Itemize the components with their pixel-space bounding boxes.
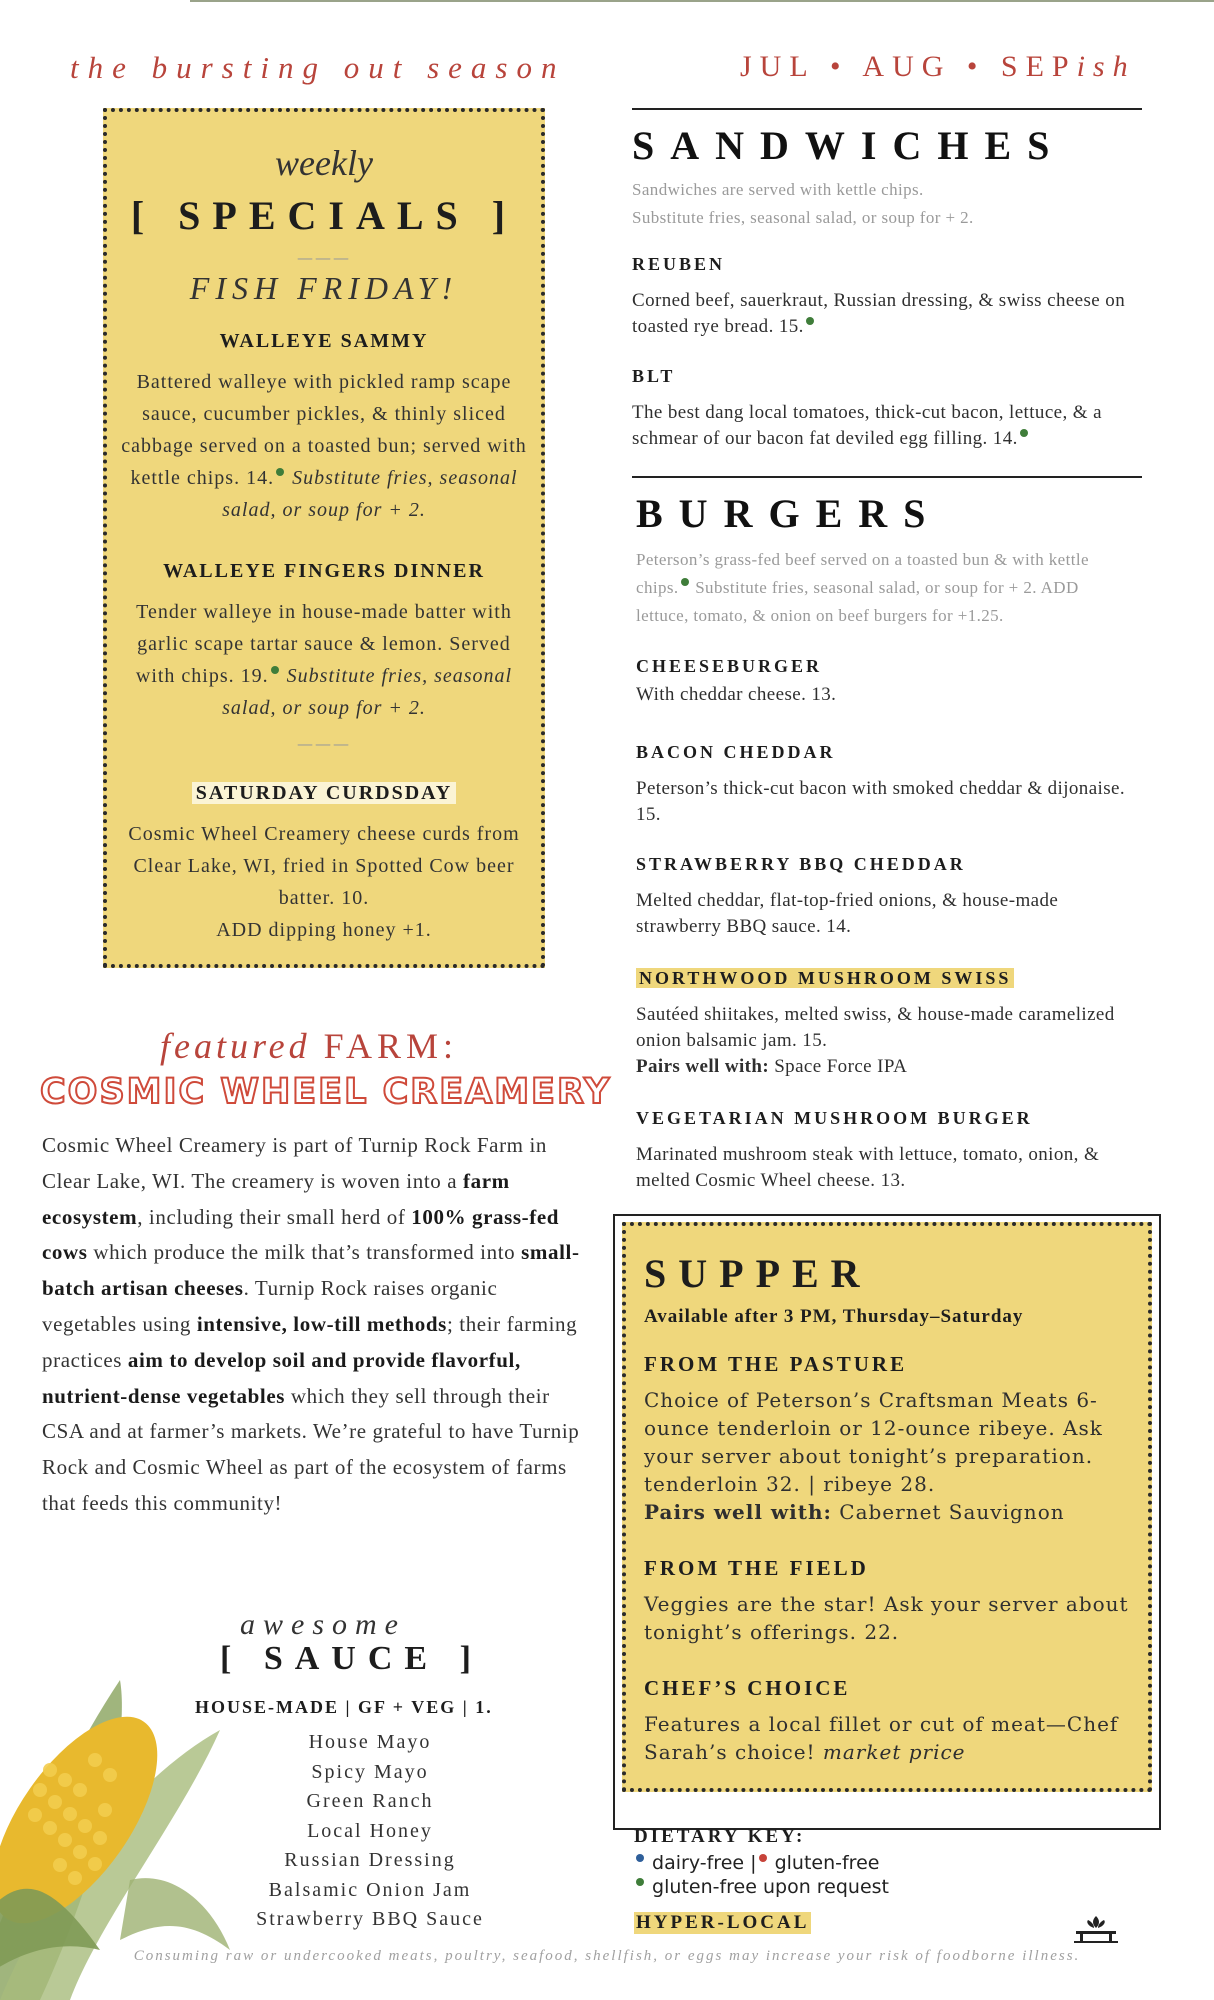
farm-emphasis: intensive, low-till methods bbox=[196, 1311, 447, 1336]
gluten-free-request-dot bbox=[271, 666, 279, 674]
farm-table-sprout-icon bbox=[1072, 1914, 1120, 1944]
dairy-free-dot bbox=[636, 1854, 644, 1862]
menu-item-description: Marinated mushroom steak with lettuce, tomato, onion, & melted Cosmic Wheel cheese. 13. bbox=[636, 1144, 1100, 1191]
supper-item-description: Features a local fillet or cut of meat—Chef Sarah’s choice! market price bbox=[644, 1712, 1119, 1764]
fish-friday-heading: FISH FRIDAY! bbox=[189, 270, 459, 306]
top-rule bbox=[190, 0, 1214, 2]
special-description: Tender walleye in house-made batter with garlic scape tartar sauce & lemon. Served with chips. 19. Substitute fries, seasonal salad, or soup for + 2. bbox=[135, 601, 513, 719]
farm-emphasis: aim to develop soil and provide flavorful, nutrient-dense vegetables bbox=[42, 1347, 521, 1408]
specials-box bbox=[103, 108, 545, 968]
special-description: Cosmic Wheel Creamery cheese curds from Clear Lake, WI, fried in Spotted Cow beer batter. 10. ADD dipping honey +1. bbox=[128, 823, 520, 941]
menu-item-description: The best dang local tomatoes, thick-cut bacon, lettuce, & a schmear of our bacon fat deviled egg filling. 14. bbox=[632, 402, 1102, 449]
farm-emphasis: 100% grass-fed cows bbox=[42, 1204, 560, 1265]
supper-item-description: Veggies are the star! Ask your server about tonight’s offerings. 22. bbox=[644, 1592, 1129, 1644]
list-item: Strawberry BBQ Sauce bbox=[256, 1908, 484, 1930]
section-rule bbox=[632, 108, 1142, 110]
hyper-local-label: HYPER-LOCAL bbox=[636, 1912, 810, 1933]
list-item: Balsamic Onion Jam bbox=[268, 1878, 472, 1901]
sauce-subtitle: HOUSE-MADE | GF + VEG | 1. bbox=[195, 1697, 493, 1717]
farm-name: COSMIC WHEEL CREAMERY bbox=[40, 1072, 612, 1112]
farm-description bbox=[42, 1128, 582, 1522]
special-name: WALLEYE FINGERS DINNER bbox=[163, 560, 485, 582]
gluten-free-dot bbox=[759, 1854, 767, 1862]
list-item: Green Ranch bbox=[306, 1790, 434, 1812]
menu-item-description: Peterson’s thick-cut bacon with smoked cheddar & dijonaise. 15. bbox=[636, 778, 1125, 825]
menu-item-name: STRAWBERRY BBQ CHEDDAR bbox=[636, 854, 966, 874]
gluten-free-request-dot bbox=[1020, 429, 1028, 437]
sauce-list bbox=[220, 1728, 520, 1935]
corn-illustration bbox=[0, 1620, 230, 2000]
season-heading: the bursting out season bbox=[70, 50, 566, 85]
menu-item-description: Corned beef, sauerkraut, Russian dressing, & swiss cheese on toasted rye bread. 15. bbox=[632, 290, 1126, 337]
supper-item-name: FROM THE FIELD bbox=[644, 1556, 869, 1580]
farm-text-run: ; their farming practices bbox=[42, 1311, 578, 1372]
farm-text-run: which they sell through their CSA and at farmer’s markets. We’re grateful to have Turnip Rock and Cosmic Wheel as part of the ecosystem of farms that feeds this community! bbox=[42, 1383, 580, 1515]
burgers-title: BURGERS bbox=[636, 491, 942, 536]
menu-item-name: VEGETARIAN MUSHROOM BURGER bbox=[636, 1108, 1033, 1128]
farm-text-run: which produce the milk that’s transformed into bbox=[87, 1240, 522, 1265]
specials-title: [ SPECIALS ] bbox=[130, 193, 518, 238]
sandwiches-note: Sandwiches are served with kettle chips. Substitute fries, seasonal salad, or soup for + 2. bbox=[632, 180, 974, 227]
supper-item-name: FROM THE PASTURE bbox=[644, 1352, 908, 1376]
menu-item-name: NORTHWOOD MUSHROOM SWISS bbox=[636, 968, 1014, 989]
dietary-key-title: DIETARY KEY: bbox=[634, 1826, 806, 1847]
special-name: SATURDAY CURDSDAY bbox=[107, 782, 541, 805]
farm-emphasis: farm ecosystem bbox=[42, 1168, 510, 1229]
specials-divider: ——— bbox=[297, 248, 351, 267]
gluten-free-request-dot bbox=[636, 1878, 644, 1886]
list-item: House Mayo bbox=[308, 1731, 432, 1753]
farm-text-run: . Turnip Rock raises organic vegetables using bbox=[42, 1276, 498, 1336]
sauce-awesome-script: awesome bbox=[240, 1608, 406, 1641]
menu-item-description: Sautéed shiitakes, melted swiss, & house-made caramelized onion balsamic jam. 15. Pairs well with: Space Force IPA bbox=[636, 1004, 1115, 1077]
sandwiches-title: SANDWICHES bbox=[632, 123, 1066, 168]
farm-text-run: , including their small herd of bbox=[137, 1204, 412, 1229]
gluten-free-request-dot bbox=[681, 578, 689, 586]
list-item: Russian Dressing bbox=[284, 1849, 456, 1871]
gluten-free-request-dot bbox=[276, 468, 284, 476]
specials-divider: ——— bbox=[297, 734, 351, 753]
farm-emphasis: small-batch artisan cheeses bbox=[42, 1240, 580, 1301]
supper-availability: Available after 3 PM, Thursday–Saturday bbox=[644, 1306, 1024, 1327]
menu-item-name: CHEESEBURGER bbox=[636, 656, 823, 676]
section-rule bbox=[632, 476, 1142, 478]
months-heading: JUL • AUG • SEPish bbox=[740, 50, 1136, 83]
menu-item-description: Melted cheddar, flat-top-fried onions, & house-made strawberry BBQ sauce. 14. bbox=[636, 890, 1059, 937]
menu-item-name: BACON CHEDDAR bbox=[636, 742, 836, 762]
specials-weekly-script: weekly bbox=[275, 143, 373, 183]
featured-farm-heading: featured FARM: bbox=[160, 1026, 459, 1066]
list-item: Local Honey bbox=[307, 1819, 433, 1842]
dietary-key-line: gluten-free upon request bbox=[634, 1876, 889, 1898]
menu-item-name: BLT bbox=[632, 366, 676, 386]
supper-item-name: CHEF’S CHOICE bbox=[644, 1676, 851, 1700]
supper-box bbox=[622, 1222, 1152, 1792]
menu-item-name: REUBEN bbox=[632, 254, 726, 274]
supper-title: SUPPER bbox=[644, 1251, 872, 1296]
menu-item-description: With cheddar cheese. 13. bbox=[636, 684, 837, 705]
supper-item-description: Choice of Peterson’s Craftsman Meats 6-ounce tenderloin or 12-ounce ribeye. Ask your server about tonight’s preparation. tenderloin 32. | ribeye 28. Pairs well with: Cabernet Sauvignon bbox=[644, 1388, 1103, 1524]
burgers-note: Peterson’s grass-fed beef served on a toasted bun & with kettle chips. Substitute fries, seasonal salad, or soup for + 2. ADD lettuce, tomato, & onion on beef burgers for +1.25. bbox=[636, 550, 1089, 625]
special-name: WALLEYE SAMMY bbox=[219, 330, 429, 352]
food-safety-footer: Consuming raw or undercooked meats, poultry, seafood, shellfish, or eggs may increase your risk of foodborne illness. bbox=[133, 1948, 1081, 1964]
farm-text-run: Cosmic Wheel Creamery is part of Turnip Rock Farm in Clear Lake, WI. The creamery is woven into a bbox=[42, 1133, 548, 1193]
list-item: Spicy Mayo bbox=[311, 1760, 429, 1783]
dietary-key-line: dairy-free | gluten-free bbox=[634, 1852, 879, 1874]
sauce-title: [ SAUCE ] bbox=[220, 1640, 483, 1677]
special-description: Battered walleye with pickled ramp scape sauce, cucumber pickles, & thinly sliced cabbage served on a toasted bun; served with kettle chips. 14. Substitute fries, seasonal salad, or soup for + 2. bbox=[121, 371, 527, 521]
gluten-free-request-dot bbox=[806, 317, 814, 325]
